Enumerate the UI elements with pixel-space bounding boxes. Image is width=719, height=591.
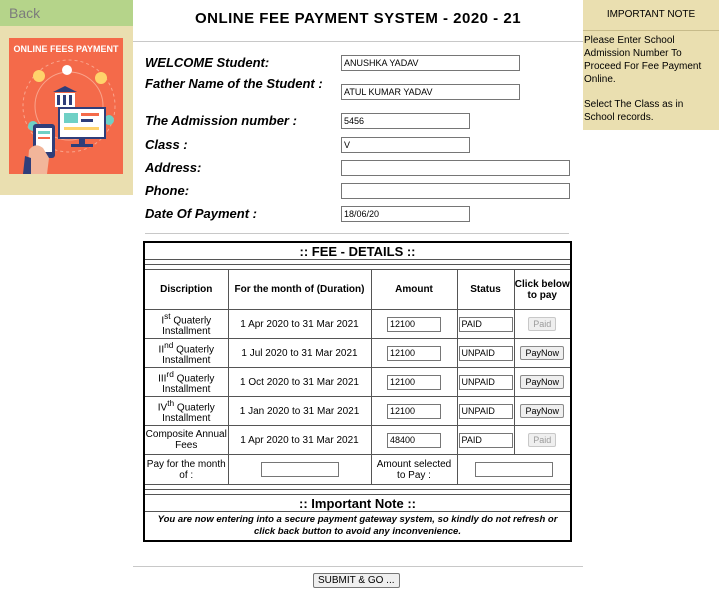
installment-description: IInd Quaterly Installment bbox=[144, 339, 228, 368]
installment-amount-field[interactable] bbox=[387, 404, 441, 419]
address-field[interactable] bbox=[341, 160, 570, 176]
installment-duration: 1 Oct 2020 to 31 Mar 2021 bbox=[228, 368, 371, 397]
page-title: ONLINE FEE PAYMENT SYSTEM - 2020 - 21 bbox=[194, 10, 522, 27]
secure-gateway-warning: You are now entering into a secure payment gateway system, so kindly do not refresh or click back button to avoid any inconvenience. bbox=[144, 512, 571, 542]
installment-duration: 1 Jan 2020 to 31 Mar 2021 bbox=[228, 397, 371, 426]
important-note-heading: :: Important Note :: bbox=[144, 495, 571, 512]
installment-amount-field[interactable] bbox=[387, 375, 441, 390]
class-field[interactable] bbox=[341, 137, 470, 153]
installment-duration: 1 Apr 2020 to 31 Mar 2021 bbox=[228, 310, 371, 339]
installment-amount-field[interactable] bbox=[387, 433, 441, 448]
fee-details-title: :: FEE - DETAILS :: bbox=[144, 242, 571, 260]
father-name-label: Father Name of the Student : bbox=[145, 76, 323, 91]
online-fees-illustration bbox=[9, 38, 123, 174]
date-of-payment-field[interactable] bbox=[341, 206, 470, 222]
installment-status-field[interactable] bbox=[459, 433, 513, 448]
divider bbox=[145, 233, 569, 234]
important-note-title: IMPORTANT NOTE bbox=[583, 0, 719, 31]
note-instruction-admission: Please Enter School Admission Number To Proceed For Fee Payment Online. bbox=[584, 35, 702, 85]
table-row bbox=[144, 426, 571, 455]
important-note-panel bbox=[583, 0, 719, 130]
admission-number-label: The Admission number : bbox=[145, 113, 297, 128]
column-header-amount: Amount bbox=[371, 270, 457, 310]
installment-duration: 1 Apr 2020 to 31 Mar 2021 bbox=[228, 426, 371, 455]
phone-field[interactable] bbox=[341, 183, 570, 199]
installment-amount-field[interactable] bbox=[387, 317, 441, 332]
left-panel bbox=[0, 0, 133, 195]
pay-for-month-field[interactable] bbox=[261, 462, 339, 477]
paid-button: Paid bbox=[528, 433, 556, 447]
installment-duration: 1 Jul 2020 to 31 Mar 2021 bbox=[228, 339, 371, 368]
table-row bbox=[144, 368, 571, 397]
installment-description: Ist Quaterly Installment bbox=[144, 310, 228, 339]
divider bbox=[133, 41, 583, 42]
student-name-field[interactable] bbox=[341, 55, 520, 71]
column-header-pay: Click below to pay bbox=[514, 270, 571, 310]
installment-description: IVth Quaterly Installment bbox=[144, 397, 228, 426]
column-header-description: Discription bbox=[144, 270, 228, 310]
installment-description: IIIrd Quaterly Installment bbox=[144, 368, 228, 397]
installment-status-field[interactable] bbox=[459, 346, 513, 361]
amount-selected-label: Amount selected to Pay : bbox=[371, 455, 457, 485]
fee-details-table bbox=[143, 241, 572, 542]
back-link[interactable]: Back bbox=[9, 5, 41, 21]
pay-for-month-label: Pay for the month of : bbox=[144, 455, 228, 485]
installment-status-field[interactable] bbox=[459, 404, 513, 419]
date-of-payment-label: Date Of Payment : bbox=[145, 206, 257, 221]
table-row bbox=[144, 310, 571, 339]
pay-now-button[interactable]: PayNow bbox=[520, 375, 564, 389]
installment-amount-field[interactable] bbox=[387, 346, 441, 361]
pay-now-button[interactable]: PayNow bbox=[520, 346, 564, 360]
installment-description: Composite Annual Fees bbox=[144, 426, 228, 455]
fees-illustration-graphic bbox=[9, 38, 123, 174]
welcome-label: WELCOME Student: bbox=[145, 55, 270, 70]
phone-label: Phone: bbox=[145, 183, 190, 198]
installment-status-field[interactable] bbox=[459, 317, 513, 332]
amount-selected-field[interactable] bbox=[475, 462, 553, 477]
column-header-month: For the month of (Duration) bbox=[228, 270, 371, 310]
address-label: Address: bbox=[145, 160, 202, 175]
father-name-field[interactable] bbox=[341, 84, 520, 100]
table-row bbox=[144, 397, 571, 426]
illustration-title: ONLINE FEES PAYMENT bbox=[13, 44, 119, 54]
pay-now-button[interactable]: PayNow bbox=[520, 404, 564, 418]
back-bar bbox=[0, 0, 133, 26]
paid-button: Paid bbox=[528, 317, 556, 331]
table-row bbox=[144, 339, 571, 368]
class-label: Class : bbox=[145, 137, 188, 152]
divider bbox=[133, 566, 583, 567]
column-header-status: Status bbox=[457, 270, 514, 310]
installment-status-field[interactable] bbox=[459, 375, 513, 390]
admission-number-field[interactable] bbox=[341, 113, 470, 129]
submit-button[interactable]: SUBMIT & GO ... bbox=[313, 573, 400, 588]
note-instruction-class: Select The Class as in School records. bbox=[584, 99, 684, 123]
